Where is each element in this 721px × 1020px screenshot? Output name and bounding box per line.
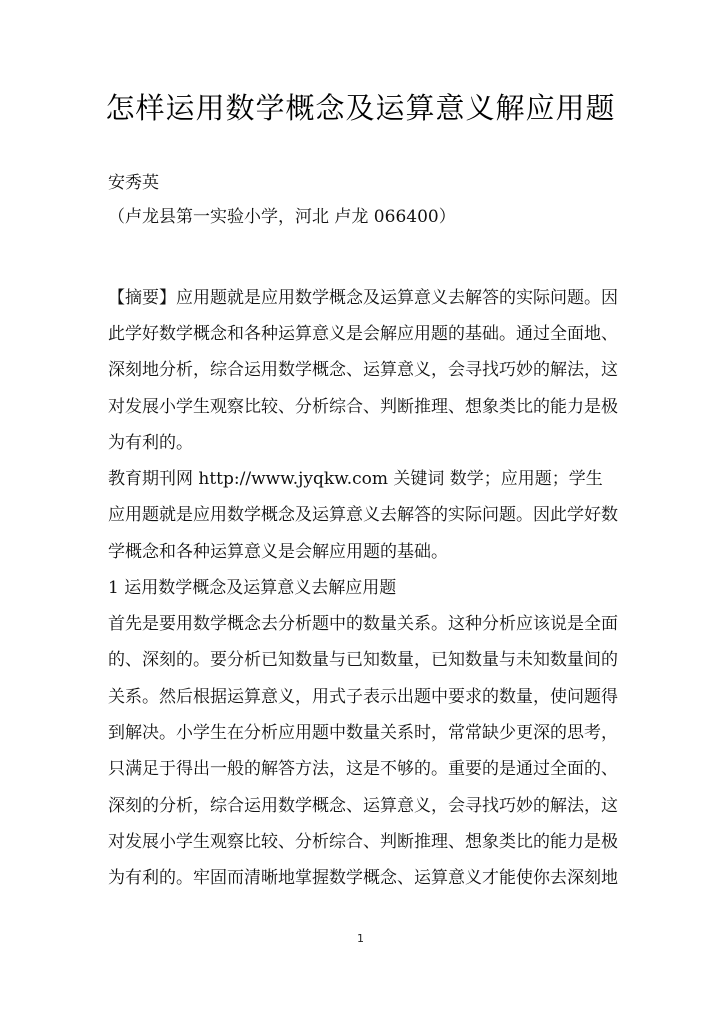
body-line: 只满足于得出一般的解答方法，这是不够的。重要的是通过全面的、 (108, 759, 618, 779)
body-line: 首先是要用数学概念去分析题中的数量关系。这种分析应该说是全面 (108, 614, 618, 634)
body-line: 深刻的分析，综合运用数学概念、运算意义，会寻找巧妙的解法，这 (108, 796, 618, 816)
abstract-line: 对发展小学生观察比较、分析综合、判断推理、想象类比的能力是极 (108, 397, 618, 417)
document-title: 怎样运用数学概念及运算意义解应用题 (105, 91, 616, 125)
section-heading: 1 运用数学概念及运算意义去解应用题 (108, 578, 397, 598)
body-line: 为有利的。牢固而清晰地掌握数学概念、运算意义才能使你去深刻地 (108, 868, 618, 888)
abstract-line: 此学好数学概念和各种运算意义是会解应用题的基础。通过全面地、 (108, 324, 618, 344)
page-number: 1 (357, 932, 364, 945)
abstract-line: 为有利的。 (108, 433, 193, 453)
abstract-line: 深刻地分析，综合运用数学概念、运算意义，会寻找巧妙的解法，这 (108, 360, 618, 380)
body-line: 关系。然后根据运算意义，用式子表示出题中要求的数量，使问题得 (108, 687, 618, 707)
author-name: 安秀英 (108, 173, 159, 193)
body-line: 学概念和各种运算意义是会解应用题的基础。 (108, 542, 448, 562)
body-line: 到解决。小学生在分析应用题中数量关系时，常常缺少更深的思考， (108, 723, 618, 743)
body-line: 的、深刻的。要分析已知数量与已知数量，已知数量与未知数量间的 (108, 650, 618, 670)
body-line: 应用题就是应用数学概念及运算意义去解答的实际问题。因此学好数 (108, 505, 618, 525)
author-affiliation: （卢龙县第一实验小学，河北 卢龙 066400） (108, 207, 456, 227)
body-line: 对发展小学生观察比较、分析综合、判断推理、想象类比的能力是极 (108, 832, 618, 852)
keywords-line: 教育期刊网 http://www.jyqkw.com 关键词 数学；应用题；学生 (108, 469, 603, 489)
abstract-line: 【摘要】应用题就是应用数学概念及运算意义去解答的实际问题。因 (108, 288, 618, 308)
